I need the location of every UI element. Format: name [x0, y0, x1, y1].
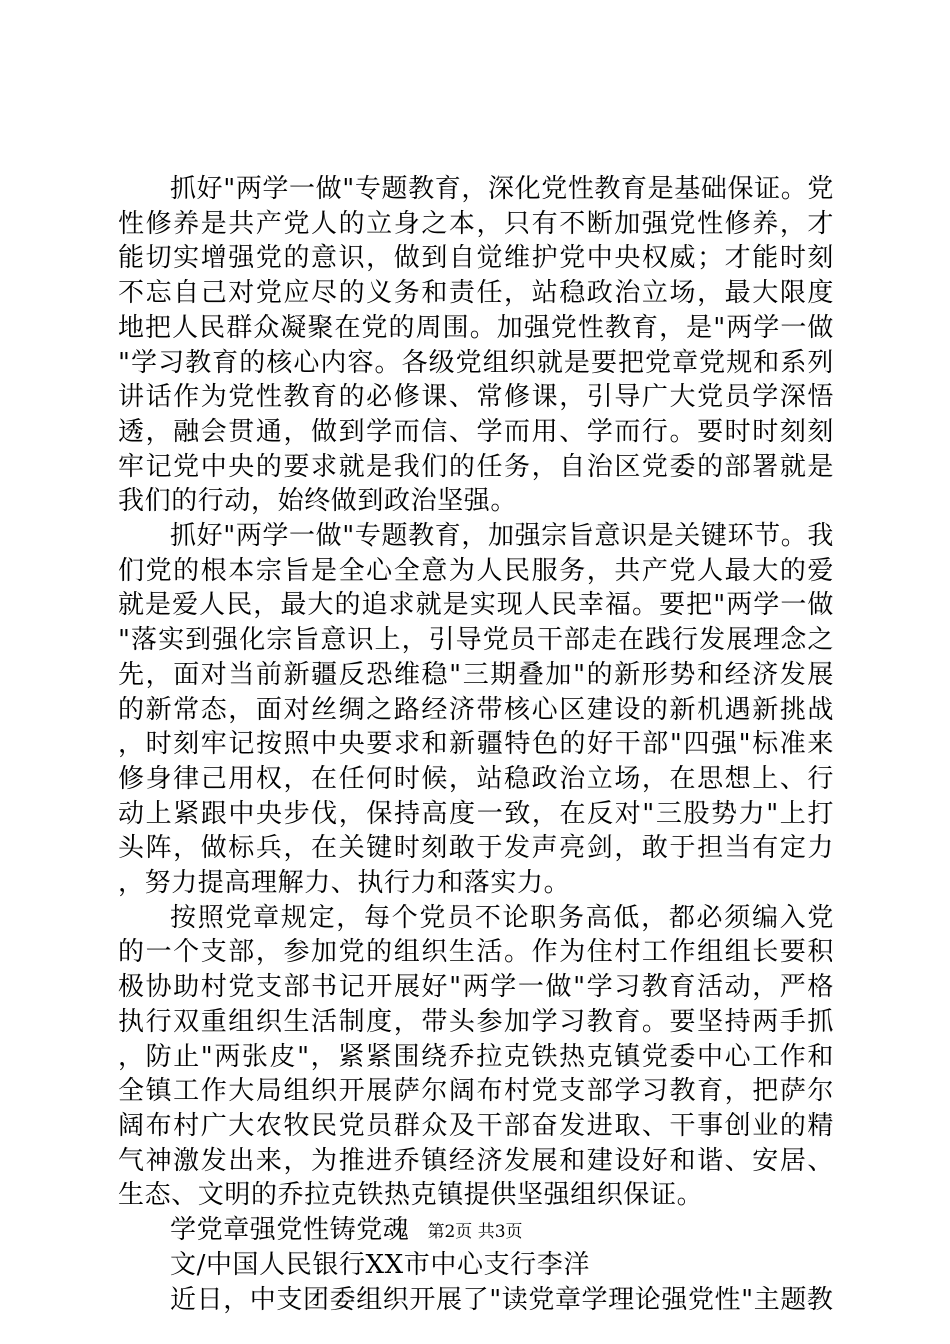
- paragraph-purpose-awareness: 抓好"两学一做"专题教育，加强宗旨意识是关键环节。我们党的根本宗旨是全心全意为人民服务，共产党人最大的爱就是爱人民，最大的追求就是实现人民幸福。要把"两学一做"落实到强化宗旨意识上，引导党员干部走在践行发展理念之先，面对当前新疆反恐维稳"三期叠加"的新形势和经济发展的新常态，面对丝绸之路经济带核心区建设的新机遇新挑战，时刻牢记按照中央要求和新疆特色的好干部"四强"标准来修身律己用权，在任何时候，站稳政治立场，在思想上、行动上紧跟中央步伐，保持高度一致，在反对"三股势力"上打头阵，做标兵，在关键时刻敢于发声亮剑，敢于担当有定力，努力提高理解力、执行力和落实力。: [118, 521, 834, 899]
- paragraph-party-constitution: 按照党章规定，每个党员不论职务高低，都必须编入党的一个支部，参加党的组织生活。作为住村工作组组长要积极协助村党支部书记开展好"两学一做"学习教育活动，严格执行双重组织生活制度，带头参加学习教育。要坚持两手抓，防止"两张皮"，紧紧围绕乔拉克铁热克镇党委中心工作和全镇工作大局组织开展萨尔阔布村党支部学习教育，把萨尔阔布村广大农牧民党员群众及干部奋发进取、干事创业的精气神激发出来，为推进乔镇经济发展和建设好和谐、安居、生态、文明的乔拉克铁热克镇提供坚强组织保证。: [118, 902, 834, 1211]
- paragraph-party-spirit: 抓好"两学一做"专题教育，深化党性教育是基础保证。党性修养是共产党人的立身之本，只有不断加强党性修养，才能切实增强党的意识，做到自觉维护党中央权威；才能时刻不忘自己对党应尽的义务和责任，站稳政治立场，最大限度地把人民群众凝聚在党的周围。加强党性教育，是"两学一做"学习教育的核心内容。各级党组织就是要把党章党规和系列讲话作为党性教育的必修课、常修课，引导广大党员学深悟透，融会贯通，做到学而信、学而用、学而行。要时时刻刻牢记党中央的要求就是我们的任务，自治区党委的部署就是我们的行动，始终做到政治坚强。: [118, 174, 834, 517]
- article-byline: 文/中国人民银行XX市中心支行李洋: [170, 1249, 590, 1280]
- article-title: 学党章强党性铸党魂: [170, 1215, 410, 1246]
- document-body: [118, 172, 834, 1317]
- article-first-line: 近日，中支团委组织开展了"读党章学理论强党性"主题教: [170, 1284, 834, 1315]
- page-footer: 第2页 共3页: [427, 1222, 523, 1242]
